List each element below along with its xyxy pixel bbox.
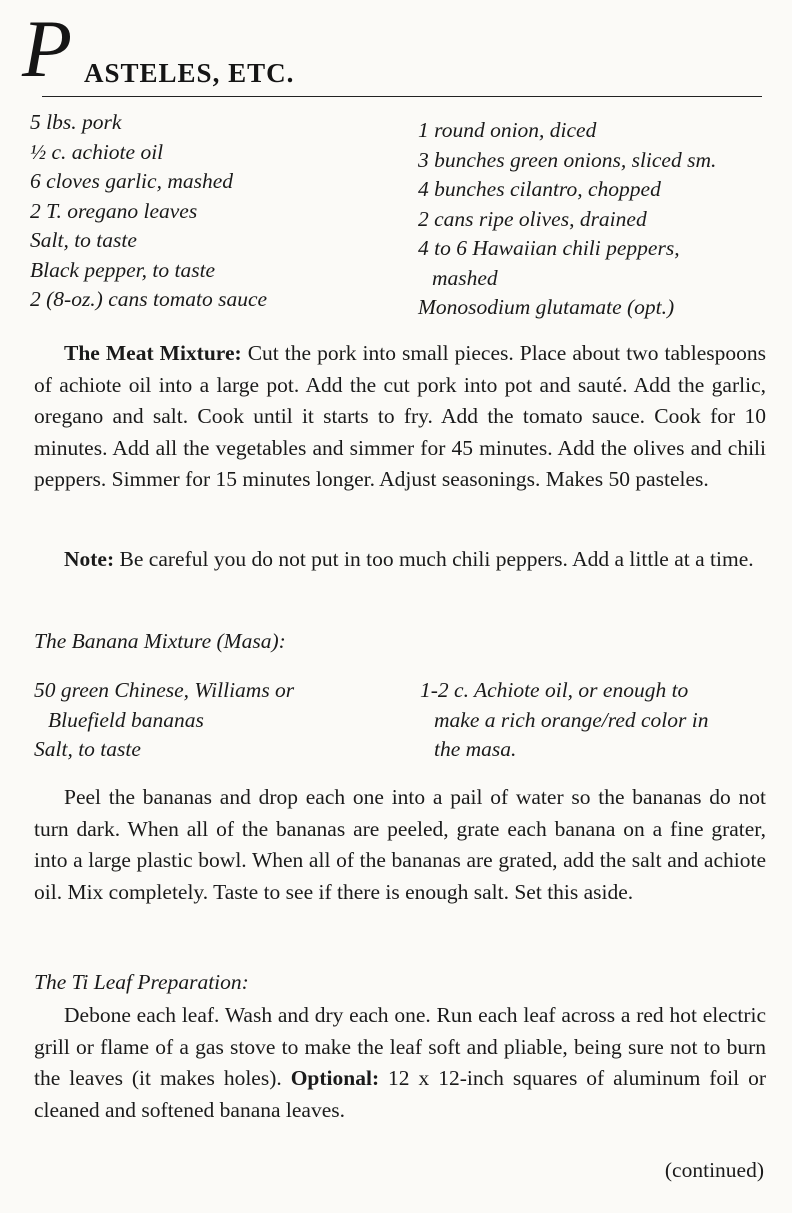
meat-mixture-paragraph [34,338,766,496]
ingredient-item: 5 lbs. pork [30,110,122,134]
ingredient-item: Salt, to taste [30,228,137,252]
ingredient-item: make a rich orange/red color in [434,707,709,732]
meat-ingredients-left [30,108,267,315]
continued-note: (continued) [664,1158,764,1182]
ingredient-item: 2 T. oregano leaves [30,198,198,223]
ti-leaf-text: Debone each leaf. Wash and dry each one. Run each leaf across a red hot electric grill or flame of a gas stove to make the leaf soft and pliable, being sure not to burn the leaves (it makes holes). [34,1003,766,1090]
optional-label: Optional: [290,1066,380,1090]
page-title [22,3,762,104]
ingredient-item: Monosodium glutamate (opt.) [418,295,675,319]
meat-mixture-text: Cut the pork into small pieces. Place about two tablespoons of achiote oil into a large pot. Add the cut pork into pot and sauté. Add the garlic, oregano and salt. Cook until it starts to fry. Add the tomato sauce. Cook for 10 minutes. Add all the vegetables and simmer for 45 minutes. Add the olives and chili peppers. Simmer for 15 minutes longer. Adjust seasonings. Makes 50 pasteles. [34,341,766,491]
ti-leaf-paragraph [34,1000,766,1126]
ingredient-item: 2 (8-oz.) cans tomato sauce [30,287,268,311]
ingredient-item: Bluefield bananas [48,707,204,732]
title-text: ASTELES, ETC. [84,58,295,88]
ingredient-item: 6 cloves garlic, mashed [30,169,234,193]
meat-ingredients-right [418,116,716,323]
ingredient-item: mashed [432,265,498,290]
ingredient-item: 2 cans ripe olives, drained [418,206,647,231]
ingredient-item: 1-2 c. Achiote oil, or enough to [420,678,689,702]
banana-paragraph: Peel the bananas and drop each one into a pail of water so the bananas do not turn dark. When all of the bananas are peeled, grate each banana on a fine grater, into a large plastic bowl. When all of the bananas are grated, add the salt and achiote oil. Mix completely. Taste to see if there is enough salt. Set this aside. [34,785,766,904]
ingredient-item: the masa. [434,737,517,761]
note-paragraph [34,544,766,576]
ingredient-item: Black pepper, to taste [30,257,216,282]
ingredient-item: Salt, to taste [34,737,141,761]
ti-leaf-heading: The Ti Leaf Preparation: [34,970,249,994]
ingredient-item: 4 to 6 Hawaiian chili peppers, [418,236,680,260]
ingredient-item: 1 round onion, diced [418,118,597,142]
ingredient-item: 50 green Chinese, Williams or [34,678,295,702]
meat-mixture-label: The Meat Mixture: [64,341,242,365]
ingredient-item: 4 bunches cilantro, chopped [418,177,661,201]
banana-mixture-heading: The Banana Mixture (Masa): [34,629,286,653]
note-label: Note: [64,547,115,571]
ingredient-item: ½ c. achiote oil [30,139,164,164]
title-initial: P [22,3,73,94]
optional-text: 12 x 12-inch squares of aluminum foil or cleaned and softened banana leaves. [34,1066,766,1122]
ingredient-item: 3 bunches green onions, sliced sm. [418,147,717,172]
title-underline [42,96,762,97]
note-text: Be careful you do not put in too much chili peppers. Add a little at a time. [114,547,754,571]
banana-ingredients-left [34,676,294,765]
banana-ingredients-right [420,676,708,765]
